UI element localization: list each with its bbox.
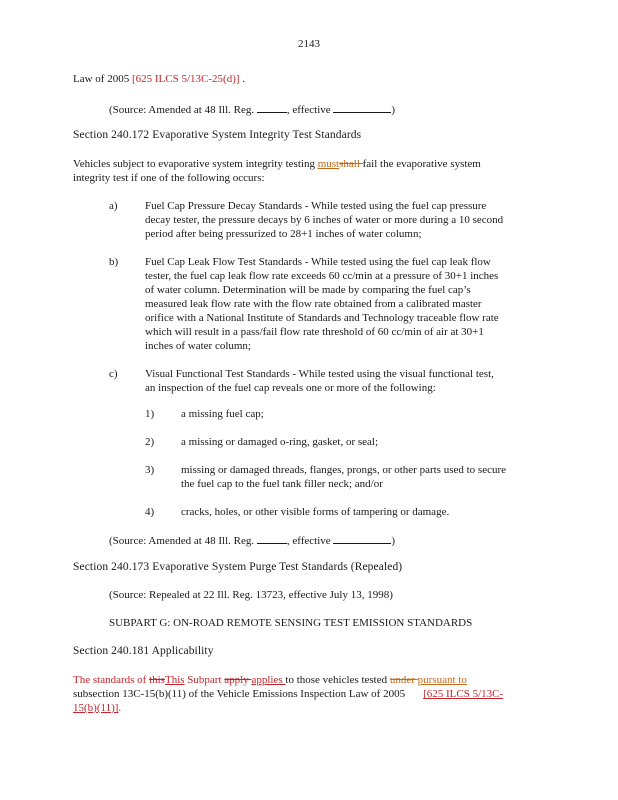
subitem-4-num: 4) bbox=[145, 506, 155, 518]
item-c-letter: c) bbox=[109, 368, 118, 380]
section-181-line3 bbox=[73, 701, 121, 715]
section-173-source: (Source: Repealed at 22 Ill. Reg. 13723, effective July 13, 1998) bbox=[109, 589, 393, 601]
source-amended-1 bbox=[109, 102, 395, 117]
date-blank-2 bbox=[333, 533, 391, 544]
section-181-line1 bbox=[73, 673, 467, 687]
subitem-2-num: 2) bbox=[145, 436, 155, 448]
section-172-heading: Section 240.172 Evaporative System Integrity Test Standards bbox=[73, 129, 362, 141]
item-a-line3: period after being pressurized to 28+1 inches of water column; bbox=[145, 228, 422, 240]
inserted-pursuant-to: pursuant to bbox=[417, 674, 467, 686]
s181-text-a: The standards of bbox=[73, 674, 150, 686]
source-amended-2 bbox=[109, 533, 395, 548]
reg-blank bbox=[257, 102, 287, 113]
deleted-under: under bbox=[389, 674, 418, 686]
s181-end-period: . bbox=[118, 702, 122, 714]
item-a-line1: Fuel Cap Pressure Decay Standards - While tested using the fuel cap pressure bbox=[145, 200, 487, 212]
item-b-line6: which will result in a pass/fail flow rate threshold of 60 cc/min of air at 30+1 bbox=[145, 326, 484, 338]
deleted-apply: apply bbox=[224, 674, 252, 686]
subpart-g-heading: SUBPART G: ON-ROAD REMOTE SENSING TEST EMISSION STANDARDS bbox=[109, 617, 473, 629]
section-181-heading: Section 240.181 Applicability bbox=[73, 645, 214, 657]
item-b-line7: inches of water column; bbox=[145, 340, 251, 352]
subitem-3-line1: missing or damaged threads, flanges, prongs, or other parts used to secure bbox=[181, 464, 507, 476]
intro-citation: [625 ILCS 5/13C-25(d)] bbox=[131, 73, 240, 85]
date-blank bbox=[333, 102, 391, 113]
subitem-3-line2: the fuel cap to the fuel tank filler neck; and/or bbox=[181, 478, 383, 490]
subitem-4-text: cracks, holes, or other visible forms of tampering or damage. bbox=[181, 506, 450, 518]
s181-citation-part1: [625 ILCS 5/13C- bbox=[423, 688, 504, 700]
subitem-3-num: 3) bbox=[145, 464, 155, 476]
source-1-suffix: ) bbox=[391, 104, 396, 116]
subitem-1-text: a missing fuel cap; bbox=[181, 408, 264, 420]
section-172-intro-line1 bbox=[73, 157, 481, 171]
section-181-line2 bbox=[73, 687, 503, 701]
deleted-shall: shall bbox=[339, 158, 363, 170]
intro-prefix: Law of 2005 bbox=[73, 73, 132, 85]
source-2-mid: , effective bbox=[286, 535, 334, 547]
inserted-must: must bbox=[317, 158, 340, 170]
item-b-line2: tester, the fuel cap leak flow rate exceeds 60 cc/min at a pressure of 30+1 inches bbox=[145, 270, 499, 282]
item-b-line3: of water column. Determination will be made by comparing the fuel cap’s bbox=[145, 284, 471, 296]
item-a-letter: a) bbox=[109, 200, 118, 212]
inserted-This: This bbox=[164, 674, 185, 686]
page-number: 2143 bbox=[298, 38, 320, 50]
deleted-this: this bbox=[149, 674, 165, 686]
intro-after: fail the evaporative system bbox=[362, 158, 481, 170]
intro-before: Vehicles subject to evaporative system integrity testing bbox=[73, 158, 318, 170]
subitem-1-num: 1) bbox=[145, 408, 155, 420]
item-b-letter: b) bbox=[109, 256, 119, 268]
reg-blank-2 bbox=[257, 533, 287, 544]
item-c-line2: an inspection of the fuel cap reveals one or more of the following: bbox=[145, 382, 436, 394]
s181-text-c: to those vehicles tested bbox=[285, 674, 390, 686]
s181-citation-part2: 15(b)(11)] bbox=[73, 702, 119, 714]
source-1-mid: , effective bbox=[286, 104, 334, 116]
source-2-suffix: ) bbox=[391, 535, 396, 547]
inserted-applies: applies bbox=[251, 674, 286, 686]
source-1-prefix: (Source: Amended at 48 Ill. Reg. bbox=[109, 104, 257, 116]
item-c-line1: Visual Functional Test Standards - While tested using the visual functional test, bbox=[145, 368, 494, 380]
intro-suffix: . bbox=[239, 73, 246, 85]
item-b-line5: orifice with a National Institute of Standards and Technology traceable flow rate bbox=[145, 312, 499, 324]
section-173-heading: Section 240.173 Evaporative System Purge Test Standards (Repealed) bbox=[73, 561, 403, 573]
source-2-prefix: (Source: Amended at 48 Ill. Reg. bbox=[109, 535, 257, 547]
s181-line2-text: subsection 13C-15(b)(11) of the Vehicle Emissions Inspection Law of 2005 bbox=[73, 688, 406, 700]
item-a-line2: decay tester, the pressure decays by 6 inches of water or more during a 10 second bbox=[145, 214, 504, 226]
item-b-line1: Fuel Cap Leak Flow Test Standards - While tested using the fuel cap leak flow bbox=[145, 256, 491, 268]
section-172-intro-line2: integrity test if one of the following occurs: bbox=[73, 172, 265, 184]
item-b-line4: measured leak flow rate with the flow rate obtained from a calibrated master bbox=[145, 298, 482, 310]
intro-line bbox=[73, 72, 245, 86]
s181-text-b: Subpart bbox=[184, 674, 225, 686]
subitem-2-text: a missing or damaged o-ring, gasket, or seal; bbox=[181, 436, 379, 448]
